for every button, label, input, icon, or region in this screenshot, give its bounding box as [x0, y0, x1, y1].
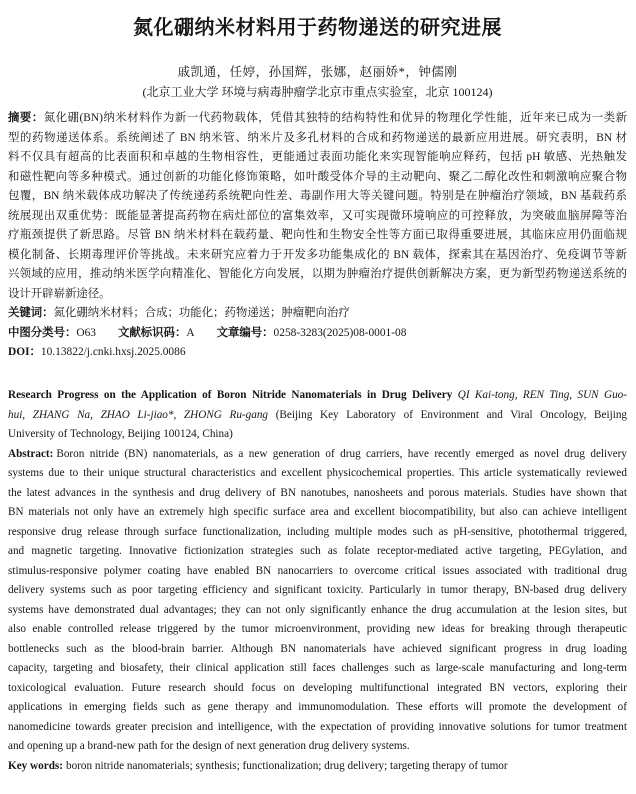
classification-line [8, 324, 627, 344]
paper-title-en: Research Progress on the Application of Boron Nitride Nanomaterials in Drug Delivery [8, 389, 453, 401]
doc-code-label: 文献标识码： [117, 326, 187, 339]
abstract-zh-line: 包覆，BN 纳米载体成功解决了传统递药系统靶向性差、毒副作用大等关键问题。特别是在肿瘤治疗领域，BN 基载药系 [8, 190, 627, 202]
abstract-en-label: Abstract: [8, 447, 54, 460]
affiliation-en: University of Technology, Beijing 100124, China) [8, 428, 233, 440]
abstract-zh-line: 兴领域的应用，推动纳米医学向精准化、智能化方向发展，以期为肿瘤治疗提供创新解决方案，更为新型药物递送系统的 [8, 268, 627, 280]
abstract-en-line: toxicological evaluation. Future research should focus on developing multifunctional integrated BN vectors, exploring their [8, 681, 627, 694]
abstract-zh-line: 疗瓶颈提供了新思路。尽管 BN 纳米材料在载药量、靶向性和生物安全性等方面已取得重要进展，其临床应用仍面临规 [8, 229, 627, 241]
abstract-en-line: systems have demonstrated dual advantages; they can not only significantly enhance the drug accumulation at the lesion sites, but [8, 603, 627, 616]
abstract-zh-line: 型的药物递送体系。系统阐述了 BN 纳米管、纳米片及多孔材料的合成和药物递送的最新应用进展。研究表明，BN 材 [8, 131, 627, 144]
abstract-zh-line: 设计开辟崭新途径。 [8, 287, 111, 300]
abstract-zh-line: 料不仅具有超高的比表面积和卓越的生物相容性，更能通过表面功能化来实现智能响应释药，包括 pH 敏感、光热触发 [8, 151, 627, 163]
abstract-en-line: also enable controlled release triggered by the tumor microenvironment, providing new ideas for breaking through therapeutic [8, 623, 627, 635]
abstract-en-line: the latest advances in the synthesis and drug delivery of BN nanotubes, nanosheets and porous materials. Studies have shown that [8, 486, 627, 499]
abstract-zh-line [8, 109, 627, 129]
abstract-zh-line: 统展现出双重优势：既能显著提高药物在病灶部位的富集效率，又可实现微环境响应的可控释放，为突破血脑屏障等治 [8, 209, 627, 222]
keywords-zh-value: 氮化硼纳米材料；合成；功能化；药物递送；肿瘤靶向治疗 [53, 307, 350, 319]
author-list-zh: 戚凯通，任婷，孙国辉，张娜，赵丽娇*，钟儒刚 [177, 65, 458, 79]
article-no-value: 0258-3283(2025)08-0001-08 [273, 326, 407, 339]
abstract-zh-text: 氮化硼(BN)纳米材料作为新一代药物载体，凭借其独特的结构特性和优异的物理化学性能，近年来已成为一类新 [43, 112, 627, 124]
keywords-en [8, 757, 627, 777]
abstract-en-line: systems due to their unique structural characteristics and excellent physicochemical properties. This article systematically reviewed [8, 467, 627, 479]
abstract-en-line: applications in emerging fields such as gene therapy and immunomodulation. These efforts will promote the development of [8, 701, 627, 713]
abstract-zh-label: 摘要： [8, 112, 44, 124]
keywords-zh [8, 304, 627, 324]
abstract-en-line: capacity, targeting and biosafety, their clinical application still faces challenges such as large-scale manufacturing and long-term [8, 662, 627, 674]
affiliation-zh: (北京工业大学 环境与病毒肿瘤学北京市重点实验室，北京 100124) [142, 85, 493, 99]
doi-line [8, 343, 627, 363]
abstract-zh-line: 和磁性靶向等多种模式。通过创新的功能化修饰策略，如叶酸受体介导的主动靶向、聚乙二醇化改性和刺激响应聚合物 [8, 170, 627, 183]
abstract-en-line: and magnetic targeting. Innovative fictionization strategies such as folate receptor-mediated active targeting, PEGylation, and [8, 545, 627, 557]
article-no-label: 文章编号： [216, 326, 274, 339]
keywords-en-label: Key words: [8, 759, 63, 772]
abstract-en-line: and opening up a brand-new path for the design of next generation drug delivery systems. [8, 740, 410, 752]
english-section [8, 386, 627, 776]
affiliation-en: (Beijing Key Laboratory of Environment and Viral Oncology, Beijing [275, 408, 628, 421]
english-header-line [8, 406, 627, 426]
paper-title-zh: 氮化硼纳米材料用于药物递送的研究进展 [133, 17, 502, 39]
abstract-en-line: nanomedicine towards greater precision and intelligence, with the expectation of providing innovative solutions for tumor treatment [8, 720, 627, 733]
clc-value: O63 [76, 326, 96, 339]
abstract-en-line: bottlenecks such as the blood-brain barrier. Although BN nanomaterials have achieved significant progress in drug loading [8, 642, 627, 655]
clc-label: 中图分类号： [8, 326, 77, 339]
english-header-line [8, 386, 627, 406]
abstract-en-line: BN materials not only have an extremely high specific surface area and excellent biocompatibility, but also can achieve intelligent [8, 506, 627, 518]
abstract-en-line [8, 445, 627, 465]
abstract-en-text: Boron nitride (BN) nanomaterials, as a new generation of drug carriers, have recently emerged as novel drug delivery [56, 447, 627, 460]
doi-label: DOI： [8, 346, 41, 358]
keywords-zh-label: 关键词： [8, 307, 54, 319]
abstract-en-line: responsive drug release through surface functionalization, including multiple modes such as pH-sensitive, photothermal triggered, [8, 525, 627, 538]
keywords-en-value: boron nitride nanomaterials; synthesis; functionalization; drug delivery; targeting therapy of tumor [66, 759, 508, 772]
paper-page [0, 16, 636, 794]
abstract-en-line: stimulus-responsive polymer coating have enabled BN nanocarriers to overcome critical issues associated with traditional drug [8, 564, 627, 577]
doc-code-value: A [186, 326, 195, 339]
doi-value: 10.13822/j.cnki.hxsj.2025.0086 [40, 346, 186, 358]
abstract-zh [8, 109, 627, 363]
abstract-zh-line: 模化制备、长期毒理评价等挑战。未来研究应着力于开发多功能集成化的 BN 载体，探索其在基因治疗、免疫调节等新 [8, 248, 627, 261]
abstract-en-line: delivery systems such as poor targeting efficiency and significant toxicity. Particularly in tumor therapy, BN-based drug delivery [8, 584, 627, 596]
author-list-en: QI Kai-tong, REN Ting, SUN Guo- [457, 389, 627, 401]
author-list-en: hui, ZHANG Na, ZHAO Li-jiao*, ZHONG Ru-gang [8, 408, 269, 421]
